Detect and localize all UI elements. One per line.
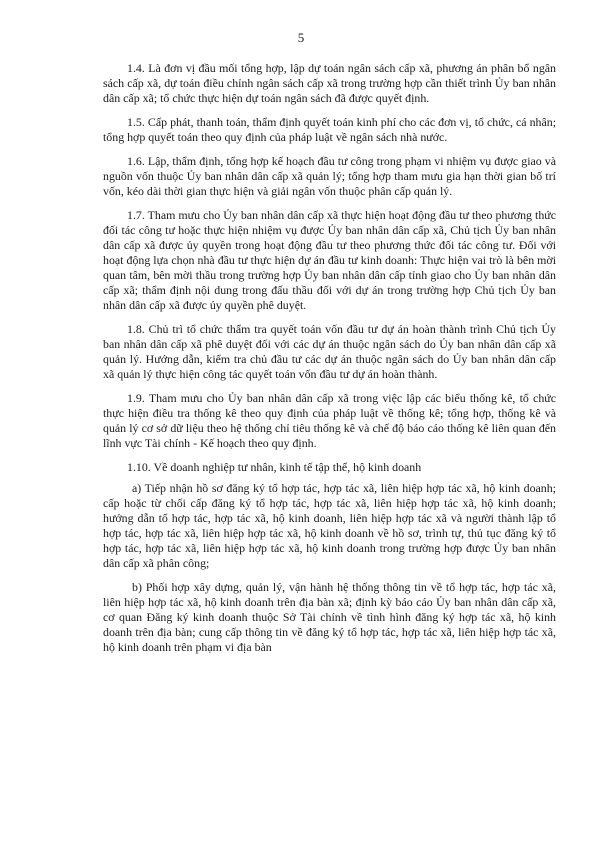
- paragraph-1-9: 1.9. Tham mưu cho Ủy ban nhân dân cấp xã trong việc lập các biểu thống kê, tổ chức thực hiện điều tra thống kê theo quy định của pháp luật về thống kê; tổng hợp, thống kê và quản lý cơ sở dữ liệu theo hệ thống chỉ tiêu thống kê và chế độ báo cáo thống kê liên quan đến lĩnh vực Tài chính - Kế hoạch theo quy định.: [103, 391, 556, 450]
- paragraph-1-5: 1.5. Cấp phát, thanh toán, thẩm định quyết toán kinh phí cho các đơn vị, tổ chức, cá nhân; tổng hợp quyết toán theo quy định của pháp luật về ngân sách nhà nước.: [103, 115, 556, 144]
- paragraph-1-10-b: b) Phối hợp xây dựng, quản lý, vận hành hệ thống thông tin về tổ hợp tác, hợp tác xã, liên hiệp hợp tác xã, hộ kinh doanh trên địa bàn xã; định kỳ báo cáo Ủy ban nhân dân cấp xã, cơ quan Đăng ký kinh doanh thuộc Sở Tài chính về tình hình đăng ký hợp tác xã, hộ kinh doanh trên địa bàn; cung cấp thông tin về đăng ký tổ hợp tác, hợp tác xã, liên hiệp hợp tác xã, hộ kinh doanh trên phạm vi địa bàn: [103, 580, 556, 654]
- document-body: [103, 61, 556, 664]
- page-number: 5: [297, 30, 305, 45]
- paragraph-1-8: 1.8. Chủ trì tổ chức thẩm tra quyết toán vốn đầu tư dự án hoàn thành trình Chủ tịch Ủy ban nhân dân cấp xã phê duyệt đối với các dự án thuộc ngân sách do Ủy ban nhân dân cấp xã quản lý. Hướng dẫn, kiểm tra chủ đầu tư các dự án thuộc ngân sách do Ủy ban nhân dân cấp xã quản lý thực hiện công tác quyết toán vốn đầu tư dự án hoàn thành.: [103, 322, 556, 381]
- paragraph-1-7: 1.7. Tham mưu cho Ủy ban nhân dân cấp xã thực hiện hoạt động đầu tư theo phương thức đối tác công tư hoặc thực hiện nhiệm vụ được Ủy ban nhân dân cấp xã, Chủ tịch Ủy ban nhân dân cấp xã được ủy quyền trong hoạt động đầu tư theo phương thức đối tác công tư. Đối với hoạt động lựa chọn nhà đầu tư thực hiện dự án đầu tư kinh doanh: Thực hiện vai trò là bên mời quan tâm, bên mời thầu trong trường hợp Ủy ban nhân dân cấp tỉnh giao cho Ủy ban nhân dân cấp xã; thẩm định nội dung trong đấu thầu đối với dự án trong trường hợp Chủ tịch Ủy ban nhân dân cấp xã được ủy quyền phê duyệt.: [103, 208, 556, 312]
- paragraph-1-4: 1.4. Là đơn vị đầu mối tổng hợp, lập dự toán ngân sách cấp xã, phương án phân bổ ngân sách cấp xã, dự toán điều chỉnh ngân sách cấp xã trong trường hợp cần thiết trình Ủy ban nhân dân cấp xã; tổ chức thực hiện dự toán ngân sách đã được quyết định.: [103, 61, 556, 105]
- paragraph-1-6: 1.6. Lập, thẩm định, tổng hợp kế hoạch đầu tư công trong phạm vi nhiệm vụ được giao và nguồn vốn thuộc Ủy ban nhân dân cấp xã quản lý; tổng hợp tham mưu gia hạn thời gian bố trí vốn, kéo dài thời gian thực hiện và giải ngân vốn thuộc phân cấp quản lý.: [103, 154, 556, 198]
- paragraph-1-10-a: a) Tiếp nhận hồ sơ đăng ký tổ hợp tác, hợp tác xã, liên hiệp hợp tác xã, hộ kinh doanh; cấp hoặc từ chối cấp đăng ký tổ hợp tác, hợp tác xã, liên hiệp hợp tác xã, hộ kinh doanh; hướng dẫn tổ hợp tác, hợp tác xã, hộ kinh doanh, liên hiệp hợp tác xã và người thành lập tổ hợp tác, hợp tác xã, liên hiệp hợp tác xã, hộ kinh doanh về hồ sơ, trình tự, thủ tục đăng ký tổ hợp tác, hợp tác xã, liên hiệp hợp tác xã, hộ kinh doanh trong trường hợp được Ủy ban nhân dân cấp xã phân công;: [103, 481, 556, 570]
- paragraph-1-10-heading: 1.10. Về doanh nghiệp tư nhân, kinh tế tập thể, hộ kinh doanh: [127, 460, 422, 474]
